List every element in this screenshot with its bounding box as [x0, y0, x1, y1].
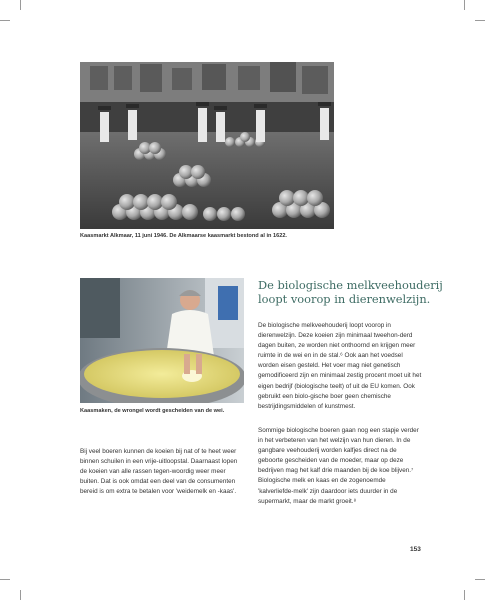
crop-mark: [20, 0, 21, 10]
crop-mark: [464, 590, 465, 600]
right-paragraph-1: De biologische melkveehouderij loopt voorop in dierenwelzijn. Deze koeien zijn minimaal tweehon-derd dagen buiten, ze worden niet onthoornd en krijgen meer ruimte in de wei en in de stal.⁶ Ook aan het voedsel worden eisen gesteld. Het voer mag niet genetisch gemodificeerd zijn en minimaal zestig procent moet uit het eigen bedrijf (biologische teelt) of uit de EU komen. Ook gebruikt een biolo-gische boer geen chemische bestrijdingsmiddelen of kunstmest.: [258, 322, 422, 410]
crop-mark: [20, 590, 21, 600]
section-heading: De biologische melkveehouderij loopt voorop in dierenwelzijn.: [258, 278, 443, 306]
crop-mark: [464, 0, 465, 10]
crop-mark: [0, 579, 10, 580]
cheese-making-caption: Kaasmaken, de wrongel wordt gescheiden van de wei.: [80, 408, 225, 414]
right-paragraph-2: Sommige biologische boeren gaan nog een stapje verder in het verbeteren van het welzijn van hun dieren. In de gangbare veehouderij worden kalfjes direct na de geboorte gescheiden van de moeder, maar op deze bedrijven mag het kalf drie maanden bij de koe blijven.⁷ Biologische melk en kaas en de zogenoemde 'kalverliefde-melk' zijn daardoor iets duurder in de supermarkt, maar de markt groeit.⁸: [258, 427, 419, 505]
crop-mark: [475, 579, 485, 580]
crop-mark: [475, 20, 485, 21]
cheese-market-photo: [80, 62, 334, 229]
page-number: 153: [410, 546, 421, 553]
left-paragraph: Bij veel boeren kunnen de koeien bij nat of te heet weer binnen schuilen in een vrije-uitloopstal. Daarnaast lopen de koeien van alle rassen tegen-woordig weer meer buiten. Dat is ook omdat een deel van de consumenten bereid is om extra te betalen voor 'weidemelk en -kaas'.: [80, 448, 238, 496]
cheese-making-photo: [80, 278, 244, 403]
crop-mark: [0, 20, 10, 21]
market-photo-caption: Kaasmarkt Alkmaar, 11 juni 1946. De Alkmaarse kaasmarkt bestond al in 1622.: [80, 233, 287, 239]
